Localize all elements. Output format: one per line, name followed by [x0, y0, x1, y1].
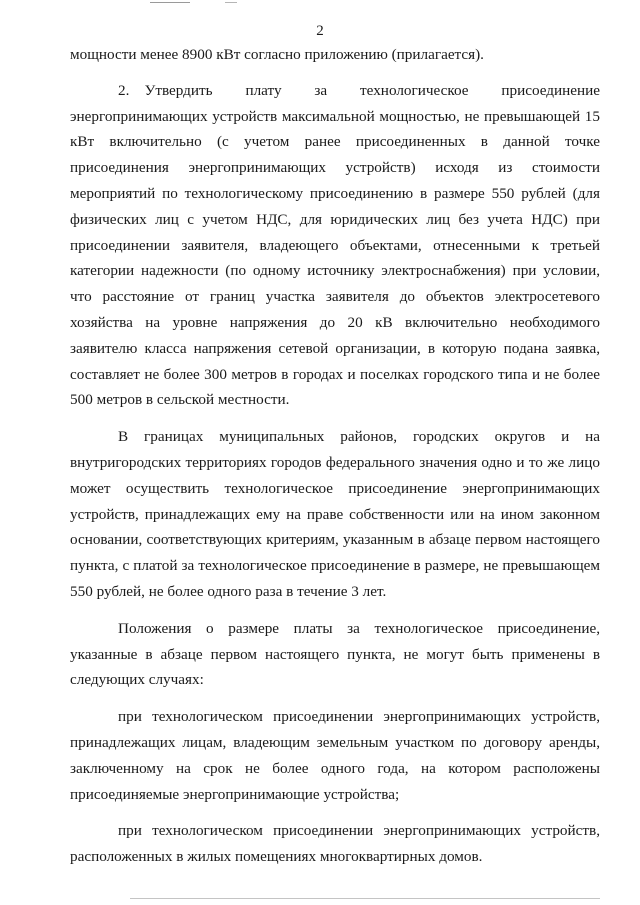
document-body: [70, 42, 600, 870]
paragraph-item-2: 2. Утвердить плату за технологическое присоединение энергопринимающих устройств максимальной мощностью, не превышающей 15 кВт включительно (с учетом ранее присоединенных в данной точке присоединения энергопринимающих устройств) исходя из стоимости мероприятий по технологическому присоединению в размере 550 рублей (для физических лиц с учетом НДС, для юридических лиц без учета НДС) при присоединении заявителя, владеющего объектами, отнесенными к третьей категории надежности (по одному источнику электроснабжения) при условии, что расстояние от границ участка заявителя до объектов электросетевого хозяйства на уровне напряжения до 20 кВ включительно необходимого заявителю класса напряжения сетевой организации, в которую подана заявка, составляет не более 300 метров в городах и поселках городского типа и не более 500 метров в сельской местности.: [70, 81, 600, 409]
paragraph-continuation: мощности менее 8900 кВт согласно приложению (прилагается).: [70, 46, 484, 63]
scan-artifact-top-small: [225, 2, 237, 3]
scan-artifact-top: [150, 2, 190, 3]
paragraph-exception-lease: при технологическом присоединении энергопринимающих устройств, принадлежащих лицам, владеющим земельным участком по договору аренды, заключенному на срок не более одного года, на котором расположены присоединяемые энергопринимающие устройства;: [70, 708, 600, 803]
paragraph-exception-apartments: при технологическом присоединении энергопринимающих устройств, расположенных в жилых помещениях многоквартирных домов.: [70, 822, 600, 866]
paragraph-boundaries: В границах муниципальных районов, городских округов и на внутригородских территориях городов федерального значения одно и то же лицо может осуществить технологическое присоединение энергопринимающих устройств, принадлежащих ему на праве собственности или на ином законном основании, соответствующих критериям, указанным в абзаце первом настоящего пункта, с платой за технологическое присоединение в размере, не превышающем 550 рублей, не более одного раза в течение 3 лет.: [70, 428, 600, 600]
scan-artifact-bottom: [130, 898, 600, 899]
paragraph-exceptions-intro: Положения о размере платы за технологическое присоединение, указанные в абзаце первом настоящего пункта, не могут быть применены в следующих случаях:: [70, 619, 600, 689]
page-number: 2: [316, 23, 324, 39]
